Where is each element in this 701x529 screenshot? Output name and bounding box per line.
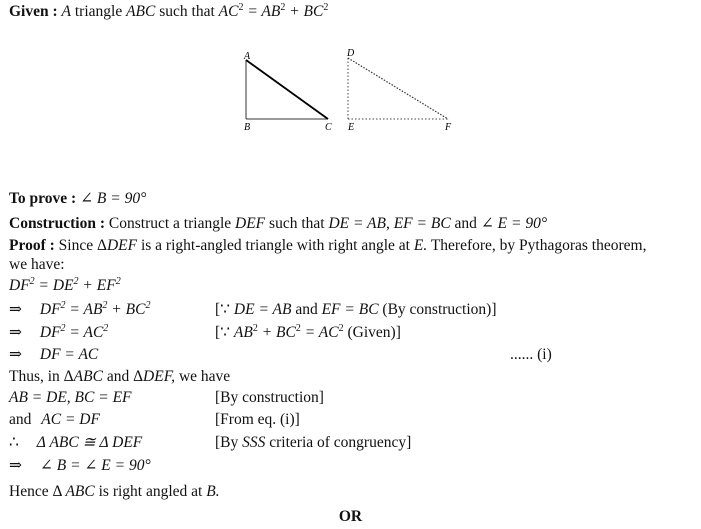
construction-text-b: such that: [269, 215, 325, 232]
exp: 2: [29, 276, 35, 287]
s3-b: = AC: [69, 324, 104, 341]
given-abc: ABC: [126, 3, 156, 20]
given-line: [9, 2, 328, 22]
s5-abc: ABC: [73, 368, 103, 385]
s10-d: B.: [206, 483, 220, 500]
s5-a: Thus, in Δ: [9, 368, 74, 385]
exp: 2: [60, 323, 66, 334]
exp: 2: [73, 276, 79, 287]
therefore-symbol: ∴: [9, 434, 19, 451]
s8-a: Δ ABC ≅ Δ DEF: [36, 434, 143, 451]
s1-b: = DE: [38, 277, 74, 294]
given-eq-mid: = AB: [247, 3, 281, 20]
construction-c2: ∠ E = 90°: [480, 215, 548, 232]
construction-line: [9, 214, 547, 234]
s3-ra: [∵: [215, 324, 231, 341]
label-f: F: [445, 122, 452, 133]
given-label: Given :: [9, 3, 58, 20]
step-3: [9, 323, 108, 343]
s8-rb: SSS: [242, 434, 266, 451]
proof-label: Proof :: [9, 237, 55, 254]
proof-line-2: we have:: [9, 256, 65, 273]
or-separator: OR: [338, 508, 363, 525]
step-7: [9, 410, 100, 430]
given-eq-lhs: AC: [218, 3, 239, 20]
step-2: [9, 300, 150, 320]
s3-re: (Given)]: [347, 324, 401, 341]
to-prove-label: To prove :: [9, 190, 77, 207]
step-1: [9, 276, 121, 296]
s1-c: + EF: [82, 277, 116, 294]
step-6-reason: [By construction]: [215, 389, 324, 406]
label-a: A: [244, 51, 251, 62]
step-6: AB = DE, BC = EF: [9, 389, 132, 406]
arrow: ⇒: [9, 301, 22, 318]
s2-re: (By construction)]: [382, 301, 497, 318]
proof-text-c: Therefore, by Pythagoras theorem,: [430, 237, 647, 254]
exp: 2: [338, 323, 344, 334]
s2-b: = AB: [69, 301, 103, 318]
triangle-def: [346, 48, 452, 133]
label-b: B: [244, 122, 251, 133]
s3-rc: + BC: [261, 324, 296, 341]
step-7-reason: [From eq. (i)]: [215, 411, 300, 428]
proof-line-1: [9, 236, 646, 256]
exp: 2: [238, 2, 244, 13]
exp: 2: [115, 276, 121, 287]
proof-def: DEF: [106, 237, 138, 254]
s5-and: and Δ: [106, 368, 144, 385]
s4-a: DF = AC: [39, 346, 99, 363]
step-4: [9, 345, 98, 365]
s5-b: we have: [178, 368, 231, 385]
step-8: [9, 433, 142, 453]
s1-a: DF: [9, 277, 30, 294]
given-eq-plus: + BC: [289, 3, 324, 20]
eq-ref-i: ...... (i): [510, 346, 552, 363]
step-5: [9, 367, 230, 387]
s2-a: DF: [39, 301, 61, 318]
s7-b: AC = DF: [41, 411, 100, 428]
construction-and: and: [454, 215, 477, 232]
proof-text-b: is a right-angled triangle with right angle at: [140, 237, 410, 254]
to-prove-line: [9, 189, 146, 209]
construction-c1: DE = AB, EF = BC: [328, 215, 451, 232]
construction-text-a: Construct a triangle: [108, 215, 232, 232]
s9-a: ∠ B = ∠ E = 90°: [39, 457, 151, 474]
step-9: [9, 456, 151, 476]
s5-def: DEF,: [143, 368, 176, 385]
exp: 2: [323, 2, 329, 13]
s2-rb: DE = AB: [233, 301, 292, 318]
triangle-abc: [243, 51, 332, 133]
proof-text-a: Since Δ: [58, 237, 107, 254]
s3-rd: = AC: [304, 324, 339, 341]
s2-rc: and: [295, 301, 318, 318]
arrow: ⇒: [9, 324, 22, 341]
exp: 2: [102, 300, 108, 311]
label-c: C: [325, 122, 332, 133]
s8-ra: [By: [215, 434, 239, 451]
exp: 2: [145, 300, 151, 311]
label-e: E: [348, 122, 355, 133]
step-3-reason: [215, 323, 401, 343]
step-2-reason: [215, 300, 496, 320]
exp: 2: [60, 300, 66, 311]
exp: 2: [252, 323, 258, 334]
s3-a: DF: [39, 324, 61, 341]
s10-c: is right angled at: [98, 483, 203, 500]
given-triangle-word: triangle: [74, 3, 123, 20]
s10-a: Hence Δ: [9, 483, 62, 500]
s10-b: ABC: [65, 483, 95, 500]
s2-ra: [∵: [215, 301, 231, 318]
construction-def: DEF: [235, 215, 266, 232]
exp: 2: [295, 323, 301, 334]
s8-rc: criteria of congruency]: [269, 434, 412, 451]
s2-c: + BC: [111, 301, 146, 318]
given-a: A: [61, 3, 71, 20]
to-prove-text: ∠ B = 90°: [80, 190, 147, 207]
step-8-reason: [215, 433, 411, 453]
arrow: ⇒: [9, 346, 22, 363]
conclusion: [9, 482, 220, 502]
exp: 2: [103, 323, 109, 334]
s3-rb: AB: [233, 324, 253, 341]
given-such-that: such that: [159, 3, 215, 20]
s7-a: and: [9, 411, 32, 428]
construction-label: Construction :: [9, 215, 106, 232]
arrow: ⇒: [9, 457, 22, 474]
label-d: D: [347, 48, 355, 59]
triangles-figure: [236, 46, 466, 136]
s2-rd: EF = BC: [321, 301, 379, 318]
exp: 2: [280, 2, 286, 13]
proof-e: E.: [413, 237, 428, 254]
